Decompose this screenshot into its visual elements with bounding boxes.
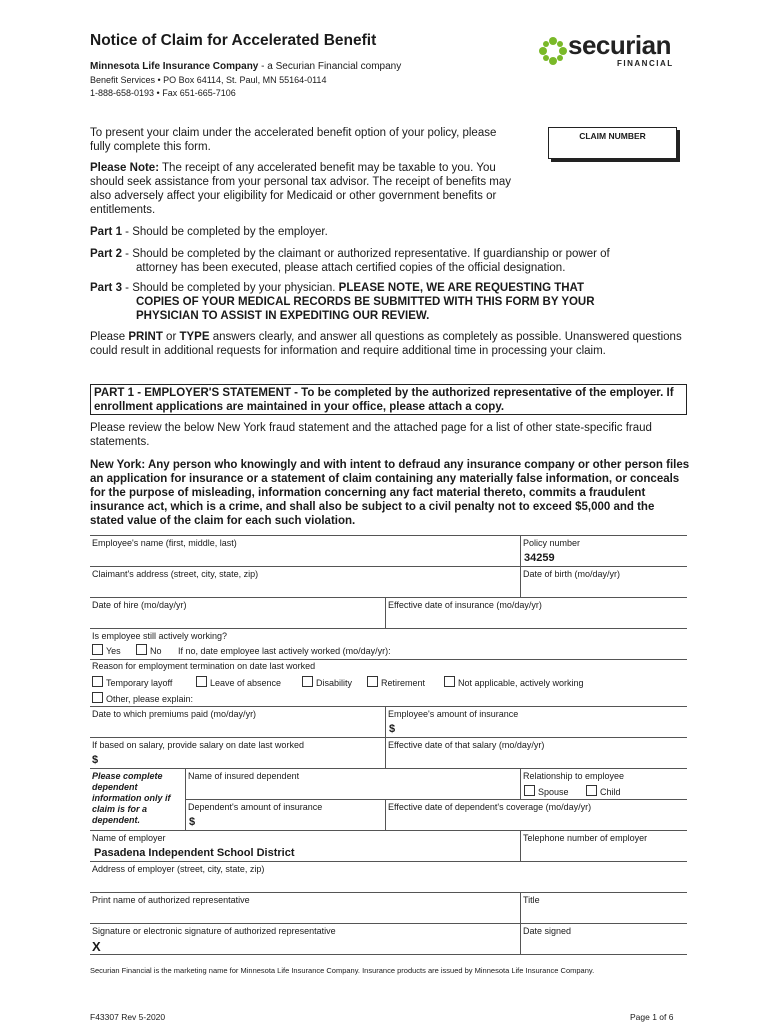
note-label: Please Note: <box>90 162 160 174</box>
part3-text: - Should be completed by your physician. <box>121 282 339 294</box>
child-checkbox[interactable] <box>586 785 597 796</box>
layoff-checkbox[interactable] <box>92 676 103 687</box>
signature-x[interactable]: X <box>92 939 101 954</box>
part2-label: Part 2 <box>90 248 122 260</box>
opt-other[interactable] <box>92 692 193 704</box>
no-label: No <box>150 646 162 656</box>
print-note-a: Please <box>90 331 129 343</box>
hire-date-label: Date of hire (mo/day/yr) <box>92 600 187 610</box>
emp-insurance-amt-label: Employee's amount of insurance <box>388 709 519 719</box>
dep-eff-label: Effective date of dependent's coverage (mo/day/yr) <box>388 802 592 812</box>
if-no-label: If no, date employee last actively worked (mo/day/yr): <box>178 646 391 656</box>
retirement-label: Retirement <box>381 678 426 688</box>
relationship-label: Relationship to employee <box>523 771 625 781</box>
securian-logo <box>538 30 683 74</box>
reason-label: Reason for employment termination on date last worked <box>92 661 316 671</box>
leave-label: Leave of absence <box>210 678 282 688</box>
employer-address-label: Address of employer (street, city, state, zip) <box>92 864 265 874</box>
na-label: Not applicable, actively working <box>458 678 584 688</box>
company-phone: 1-888-658-0193 • Fax 651-665-7106 <box>90 88 236 98</box>
employer-phone-label: Telephone number of employer <box>523 833 648 843</box>
emp-insurance-dollar: $ <box>389 723 396 735</box>
disability-label: Disability <box>316 678 353 688</box>
logo-mark-icon <box>538 36 568 66</box>
employer-form <box>90 535 687 960</box>
no-option[interactable] <box>136 644 162 656</box>
child-option[interactable] <box>586 785 621 797</box>
salary-label: If based on salary, provide salary on date last worked <box>92 740 304 750</box>
salary-dollar: $ <box>92 754 99 766</box>
na-checkbox[interactable] <box>444 676 455 687</box>
retirement-checkbox[interactable] <box>367 676 378 687</box>
print-instruction <box>90 330 690 358</box>
part2-text: - Should be completed by the claimant or authorized representative. If guardianship or power of <box>121 248 610 260</box>
form-number: F43307 Rev 5-2020 <box>90 1012 166 1022</box>
date-signed-label: Date signed <box>523 926 572 936</box>
employer-name-value[interactable]: Pasadena Independent School District <box>94 847 295 859</box>
opt-layoff[interactable] <box>92 676 172 688</box>
part3-instruction <box>90 281 690 323</box>
other-checkbox[interactable] <box>92 692 103 703</box>
policy-number-label: Policy number <box>523 538 581 548</box>
opt-retirement[interactable] <box>367 676 425 688</box>
part3-bold-2: COPIES OF YOUR MEDICAL RECORDS BE SUBMITTED WITH THIS FORM BY YOUR <box>136 296 595 308</box>
part1-label: Part 1 <box>90 226 122 238</box>
print-note-c: answers clearly, and answer all questions as completely as possible. Unanswered questions could result in additional requests for information and require additional time in processing your claim. <box>90 331 682 357</box>
disability-checkbox[interactable] <box>302 676 313 687</box>
company-line <box>90 61 401 72</box>
layoff-label: Temporary layoff <box>106 678 173 688</box>
opt-disability[interactable] <box>302 676 352 688</box>
dob-label: Date of birth (mo/day/yr) <box>523 569 621 579</box>
child-label: Child <box>600 787 621 797</box>
yes-checkbox[interactable] <box>92 644 103 655</box>
review-note: Please review the below New York fraud statement and the attached page for a list of other state-specific fraud statements. <box>90 422 652 448</box>
part3-bold-1: PLEASE NOTE, WE ARE REQUESTING THAT <box>338 282 585 294</box>
spouse-checkbox[interactable] <box>524 785 535 796</box>
page-number: Page 1 of 6 <box>630 1012 674 1022</box>
leave-checkbox[interactable] <box>196 676 207 687</box>
employee-name-label: Employee's name (first, middle, last) <box>92 538 237 548</box>
logo-subtitle: FINANCIAL <box>617 59 674 68</box>
spouse-option[interactable] <box>524 785 569 797</box>
policy-number-value[interactable]: 34259 <box>524 552 555 564</box>
company-parent: - a Securian Financial company <box>258 61 402 72</box>
page-title: Notice of Claim for Accelerated Benefit <box>90 32 377 49</box>
part1-instruction <box>90 225 690 239</box>
please-note <box>90 161 515 217</box>
dependent-side-note: Please complete dependent information only if claim is for a dependent. <box>92 771 171 825</box>
part1-text: - Should be completed by the employer. <box>121 226 328 238</box>
section-header-part1: PART 1 - EMPLOYER'S STATEMENT - To be completed by the authorized representative of the employer. If enrollment applications are maintained in your office, please attach a copy. <box>90 384 687 415</box>
spouse-label: Spouse <box>538 787 569 797</box>
signature-label: Signature or electronic signature of authorized representative <box>92 926 336 936</box>
company-name: Minnesota Life Insurance Company <box>90 61 259 72</box>
company-address: Benefit Services • PO Box 64114, St. Paul, MN 55164-0114 <box>90 75 327 85</box>
part2-instruction <box>90 247 690 275</box>
logo-wordmark: securian <box>568 30 671 60</box>
employer-name-label: Name of employer <box>92 833 166 843</box>
still-working-label: Is employee still actively working? <box>92 631 228 641</box>
fraud-statement: New York: Any person who knowingly and with intent to defraud any insurance company or other person files an application for insurance or a statement of claim containing any materially false information, or conceals for the purpose of misleading, information concerning any fact material thereto, commits a fraudulent insurance act, which is a crime, and shall also be subject to a civil penalty not to exceed $5,000 and the stated value of the claim for each such violation. <box>90 459 690 527</box>
print-note-b: or <box>162 331 180 343</box>
print-note-print: PRINT <box>128 331 163 343</box>
note-text: The receipt of any accelerated benefit may be taxable to you. You should seek assistance from your personal tax advisor. The receipt of benefits may also adversely affect your eligibility for Medicaid or other government benefits or entitlements. <box>90 162 512 216</box>
part3-label: Part 3 <box>90 282 122 294</box>
print-note-type: TYPE <box>179 331 210 343</box>
dep-name-label: Name of insured dependent <box>188 771 300 781</box>
yes-label: Yes <box>106 646 121 656</box>
intro-text: To present your claim under the accelerated benefit option of your policy, please fully complete this form. <box>90 127 497 153</box>
claim-number-box[interactable]: CLAIM NUMBER <box>548 127 677 159</box>
yes-option[interactable] <box>92 644 121 656</box>
other-label: Other, please explain: <box>106 694 194 704</box>
dep-amount-dollar: $ <box>189 816 196 828</box>
rep-name-label: Print name of authorized representative <box>92 895 250 905</box>
opt-na[interactable] <box>444 676 584 688</box>
eff-salary-label: Effective date of that salary (mo/day/yr) <box>388 740 545 750</box>
dep-amount-label: Dependent's amount of insurance <box>188 802 323 812</box>
footer-note: Securian Financial is the marketing name for Minnesota Life Insurance Company. Insurance products are issued by Minnesota Life Insurance Company. <box>90 966 595 975</box>
claimant-address-label: Claimant's address (street, city, state, zip) <box>92 569 259 579</box>
rep-title-label: Title <box>523 895 540 905</box>
no-checkbox[interactable] <box>136 644 147 655</box>
part2-text-2: attorney has been executed, please attach certified copies of the official designation. <box>136 262 566 274</box>
premiums-paid-label: Date to which premiums paid (mo/day/yr) <box>92 709 257 719</box>
part3-bold-3: PHYSICIAN TO ASSIST IN EXPEDITING OUR REVIEW. <box>136 310 430 322</box>
opt-leave[interactable] <box>196 676 281 688</box>
eff-insurance-label: Effective date of insurance (mo/day/yr) <box>388 600 542 610</box>
